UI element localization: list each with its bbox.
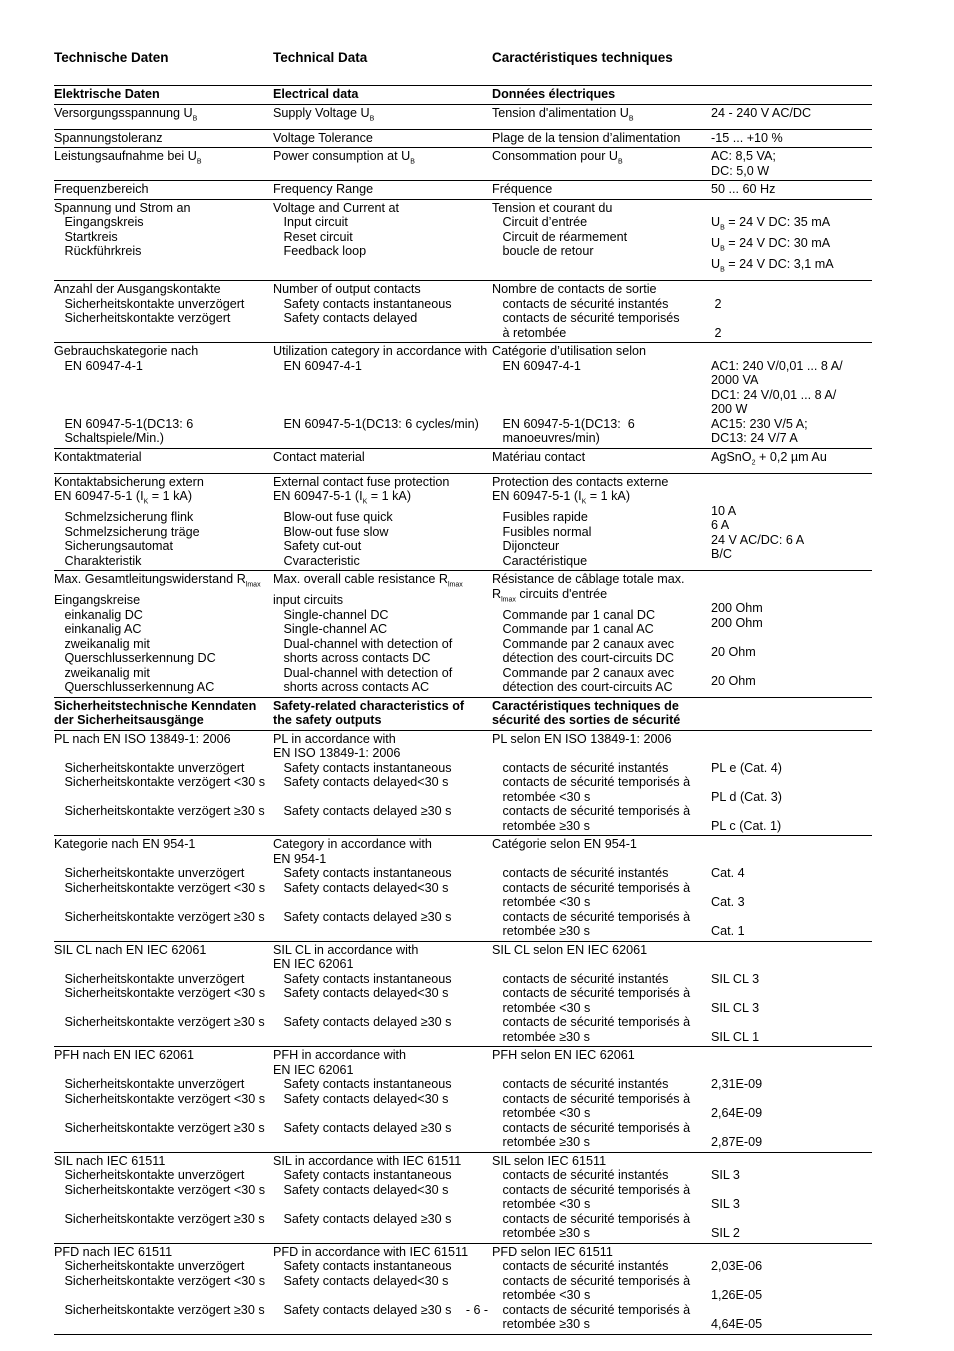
cell-en: SIL in accordance with IEC 61511 Safety contacts instantaneous Safety contacts delayed<30 s Safety contacts delayed ≥30 s [273, 1153, 462, 1226]
cell-fr: Caractéristiques techniques de sécurité des sorties de sécurité [492, 698, 681, 728]
cell-fr: Protection des contacts externe EN 60947-5-1 ($I_K = 1$ kA) Fusibles rapide Fusibles normal Dijoncteur Caractéristique [492, 474, 669, 568]
table-row [54, 1152, 872, 1243]
cell-de: Max. Gesamtleitungswiderstand $R_{lmax}$ Eingangskreise einkanalig DC einkanalig AC zweikanalig mit Querschlusserkennung DC zweikanalig mit Querschlusserkennung AC [54, 572, 261, 695]
cell-val: 2 2 [714, 296, 722, 340]
cell-fr: SIL CL selon EN IEC 62061 contacts de sécurité instantés contacts de sécurité temporisés à retombée <30 s contacts de sécurité temporisés à retombée ≥30 s [492, 942, 691, 1044]
cell-en: PFH in accordance with EN IEC 62061 Safety contacts instantaneous Safety contacts delayed<30 s Safety contacts delayed ≥30 s [273, 1048, 452, 1135]
cell-de: Spannungstoleranz [54, 130, 163, 145]
cell-fr: Tension d'alimentation $U_B$ [492, 105, 634, 123]
cell-val: SIL CL 3 SIL CL 3 SIL CL 1 [711, 971, 760, 1044]
cell-fr: Nombre de contacts de sortie contacts de sécurité instantés contacts de sécurité temporisés à retombée [492, 282, 680, 340]
cell-val: 200 Ohm 200 Ohm 20 Ohm 20 Ohm [711, 601, 763, 688]
table-row [54, 281, 872, 343]
cell-en: External contact fuse protection EN 60947-5-1 ($I_K = 1$ kA) Blow-out fuse quick Blow-out fuse slow Safety cut-out Cvaracteristic [273, 474, 450, 568]
page-number: - 6 - [465, 1303, 489, 1317]
cell-en: PL in accordance with EN ISO 13849-1: 2006 Safety contacts instantaneous Safety contacts delayed<30 s Safety contacts delayed ≥30 s [273, 731, 452, 819]
header-en: Technical Data [273, 50, 368, 65]
cell-val [711, 697, 872, 730]
cell-de: Frequenzbereich [54, 182, 149, 197]
table-body [54, 86, 872, 1335]
cell-fr: Données électriques [492, 87, 616, 101]
cell-fr: Matériau contact [492, 449, 586, 464]
cell-en: Frequency Range [273, 182, 374, 197]
cell-val: 24 - 240 V AC/DC [711, 105, 812, 120]
table-row [54, 148, 872, 181]
table-row [54, 181, 872, 200]
cell-fr: Consommation pour $U_B$ [492, 149, 623, 166]
cell-de: Versorgungsspannung $U_B$ [54, 105, 198, 123]
cell-fr: Catégorie selon EN 954-1 contacts de sécurité instantés contacts de sécurité temporisés à retombée <30 s contacts de sécurité temporisés à retombée ≥30 s [492, 837, 691, 939]
cell-val: 50 ... 60 Hz [711, 182, 776, 197]
table-row [54, 86, 872, 105]
cell-de: Anzahl der Ausgangskontakte Sicherheitskontakte unverzögert Sicherheitskontakte verzögert [54, 282, 245, 326]
cell-en: Voltage Tolerance [273, 130, 373, 145]
cell-de: SIL CL nach EN IEC 62061 Sicherheitskontakte unverzögert Sicherheitskontakte verzögert <30 s Sicherheitskontakte verzögert ≥30 s [54, 942, 266, 1030]
cell-de: Gebrauchskategorie nach EN 60947-4-1 EN 60947-5-1(DC13: 6 Schaltspiele/Min.) [54, 344, 199, 446]
cell-de: SIL nach IEC 61511 Sicherheitskontakte unverzögert Sicherheitskontakte verzögert <30 s Sicherheitskontakte verzögert ≥30 s [54, 1153, 266, 1226]
cell-val: Cat. 4 Cat. 3 Cat. 1 [711, 866, 745, 939]
cell-fr: PFD selon IEC 61511 contacts de sécurité instantés contacts de sécurité temporisés à retombée <30 s contacts de sécurité temporisés à retombée ≥30 s [492, 1244, 691, 1332]
cell-val: 10 A 6 A 24 V AC/DC: 6 A B/C [711, 503, 805, 562]
technical-data-table [54, 85, 872, 1335]
cell-en: Utilization category in accordance with EN 60947-4-1 EN 60947-5-1(DC13: 6 cycles/min) [273, 344, 488, 431]
cell-val: -15 ... +10 % [711, 130, 783, 145]
table-row [54, 941, 872, 1047]
cell-en: Electrical data [273, 87, 359, 101]
cell-en: Supply Voltage $U_B$ [273, 105, 375, 123]
header-fr: Caractéristiques techniques [492, 50, 673, 65]
cell-en: Max. overall cable resistance $R_{lmax}$ input circuits Single-channel DC Single-channel AC Dual-channel with detection of shorts across contacts DC Dual-channel with detection of shorts across contacts AC [273, 572, 463, 695]
header-de: Technische Daten [54, 50, 169, 65]
cell-fr: Plage de la tension d’alimentation [492, 130, 681, 145]
cell-val: AC1: 240 V/0,01 ... 8 A/ 2000 VA DC1: 24 V/0,01 ... 8 A/ 200 W AC15: 230 V/5 A; DC13: 24 V/7 A [711, 358, 843, 446]
cell-en: PFD in accordance with IEC 61511 Safety contacts instantaneous Safety contacts delayed<30 s Safety contacts delayed ≥30 s [273, 1244, 469, 1317]
table-row [54, 1243, 872, 1334]
table-row [54, 571, 872, 698]
cell-en: Contact material [273, 449, 365, 464]
document-header [54, 50, 872, 70]
cell-val [711, 86, 872, 105]
cell-val: 2,31E-09 2,64E-09 2,87E-09 [711, 1077, 763, 1150]
cell-val: PL e (Cat. 4) PL d (Cat. 3) PL c (Cat. 1) [711, 760, 782, 833]
cell-val: AgSnO$_2$ + 0,2 µm Au [711, 449, 827, 467]
cell-fr: PL selon EN ISO 13849-1: 2006 contacts de sécurité instantés contacts de sécurité temporisés à retombée <30 s contacts de sécurité temporisés à retombée ≥30 s [492, 731, 691, 833]
cell-de: PFD nach IEC 61511 Sicherheitskontakte unverzögert Sicherheitskontakte verzögert <30 s Sicherheitskontakte verzögert ≥30 s [54, 1244, 266, 1317]
cell-val: $U_B = 24$ V DC: 35 mA $U_B = 24$ V DC: 30 mA $U_B = 24$ V DC: 3,1 mA [711, 215, 834, 274]
cell-fr: SIL selon IEC 61511 contacts de sécurité instantés contacts de sécurité temporisés à retombée <30 s contacts de sécurité temporisés à retombée ≥30 s [492, 1153, 691, 1241]
cell-de: Spannung und Strom an Eingangskreis Startkreis Rückführkreis [54, 200, 191, 259]
cell-de: Leistungsaufnahme bei $U_B$ [54, 149, 202, 166]
cell-fr: Résistance de câblage totale max. $R_{lmax}$ circuits d'entrée Commande par 1 canal DC Commande par 1 canal AC Commande par 2 canaux avec détection des court-circuits DC Commande par 2 canaux avec détection des court-circuits AC [492, 572, 685, 695]
cell-fr: Catégorie d’utilisation selon EN 60947-4-1 EN 60947-5-1(DC13: 6 manoeuvres/min) [492, 344, 647, 446]
cell-de: Elektrische Daten [54, 87, 160, 101]
table-row [54, 730, 872, 836]
cell-en: Category in accordance with EN 954-1 Safety contacts instantaneous Safety contacts delayed<30 s Safety contacts delayed ≥30 s [273, 837, 452, 924]
table-row [54, 473, 872, 571]
table-row [54, 104, 872, 129]
cell-de: PL nach EN ISO 13849-1: 2006 Sicherheitskontakte unverzögert Sicherheitskontakte verzögert <30 s Sicherheitskontakte verzögert ≥30 s [54, 731, 266, 819]
cell-de: Sicherheitstechnische Kenndaten der Sicherheitsausgänge [54, 698, 257, 728]
table-row [54, 343, 872, 449]
cell-en: Safety-related characteristics of the safety outputs [273, 698, 465, 728]
table-row [54, 697, 872, 730]
cell-en: Voltage and Current at Input circuit Reset circuit Feedback loop [273, 200, 400, 259]
cell-fr: Fréquence [492, 182, 553, 197]
table-row [54, 836, 872, 942]
table-row [54, 448, 872, 473]
cell-en: Number of output contacts Safety contacts instantaneous Safety contacts delayed [273, 282, 452, 326]
cell-val: SIL 3 SIL 3 SIL 2 [711, 1168, 740, 1241]
cell-val: AC: 8,5 VA; DC: 5,0 W [711, 149, 776, 178]
cell-de: Kategorie nach EN 954-1 Sicherheitskontakte unverzögert Sicherheitskontakte verzögert <30 s Sicherheitskontakte verzögert ≥30 s [54, 837, 266, 924]
table-row [54, 1047, 872, 1153]
cell-de: Kontaktabsicherung extern EN 60947-5-1 ($I_K = 1$ kA) Schmelzsicherung flink Schmelzsicherung träge Sicherungsautomat Charakteristik [54, 474, 204, 568]
cell-de: PFH nach EN IEC 62061 Sicherheitskontakte unverzögert Sicherheitskontakte verzögert <30 s Sicherheitskontakte verzögert ≥30 s [54, 1048, 266, 1135]
cell-de: Kontaktmaterial [54, 449, 142, 464]
cell-val: 2,03E-06 1,26E-05 4,64E-05 [711, 1259, 763, 1332]
cell-fr: PFH selon EN IEC 62061 contacts de sécurité instantés contacts de sécurité temporisés à retombée <30 s contacts de sécurité temporisés à retombée ≥30 s [492, 1048, 691, 1150]
table-row [54, 129, 872, 148]
cell-en: Power consumption at $U_B$ [273, 149, 415, 166]
table-row [54, 199, 872, 281]
cell-fr: Tension et courant du Circuit d’entrée Circuit de réarmement boucle de retour [492, 200, 628, 259]
cell-en: SIL CL in accordance with EN IEC 62061 Safety contacts instantaneous Safety contacts delayed<30 s Safety contacts delayed ≥30 s [273, 942, 452, 1030]
